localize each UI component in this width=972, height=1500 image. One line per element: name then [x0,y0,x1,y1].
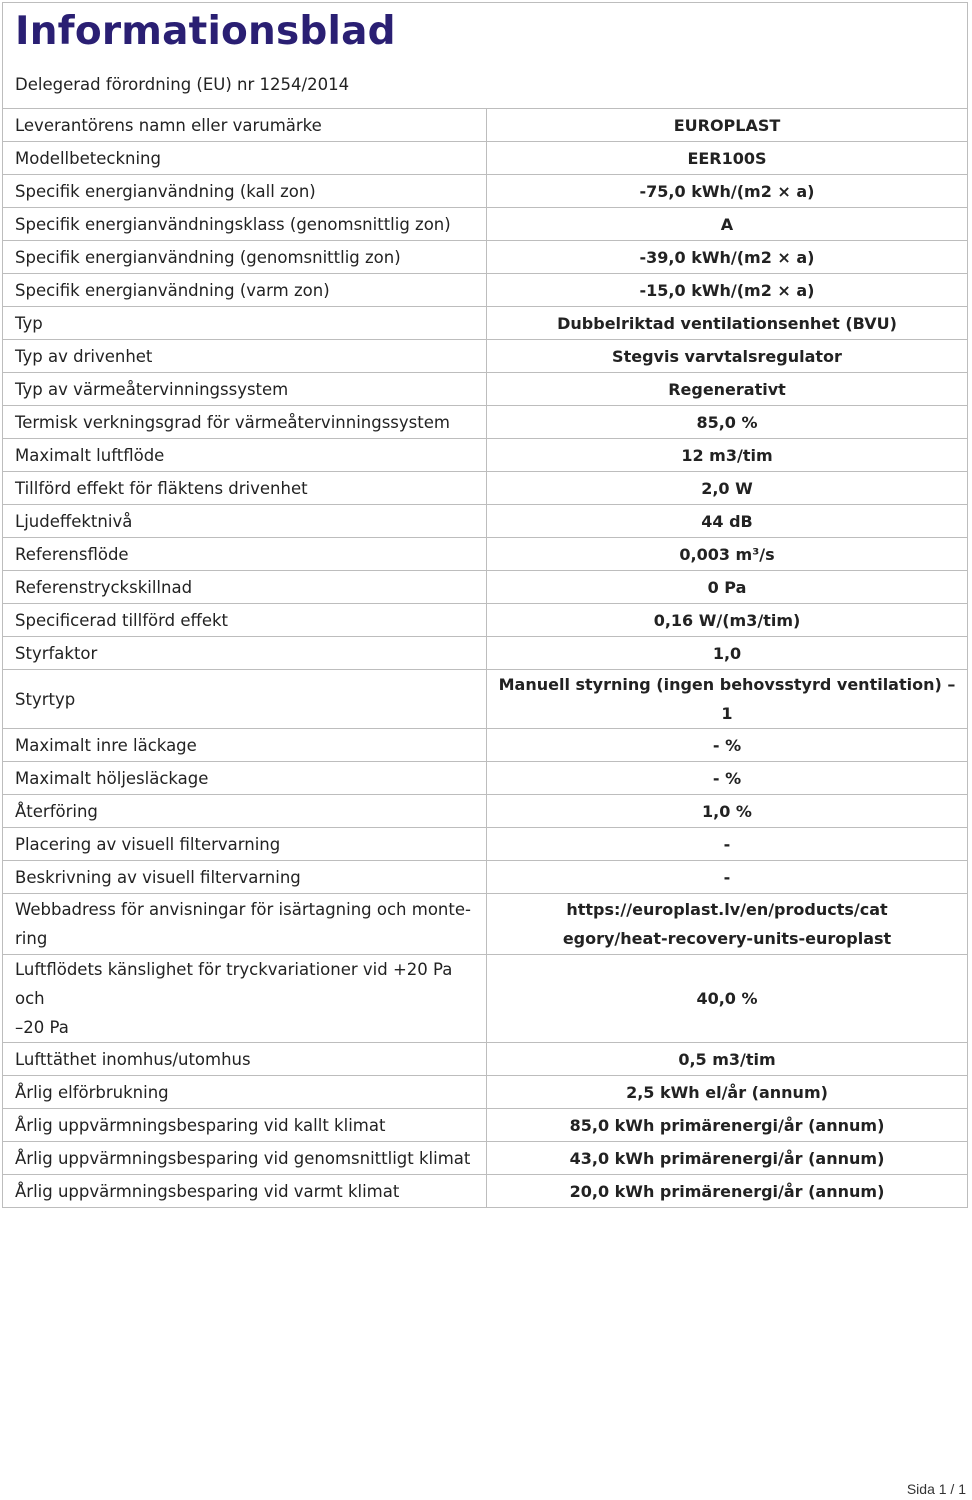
page-number: Sida 1 / 1 [906,1481,966,1497]
table-row [3,762,967,795]
row-value: 44 dB [487,505,968,538]
row-value: 0 Pa [487,571,968,604]
row-label: Ljudeffektnivå [3,505,487,538]
row-label: Specifik energianvändning (genomsnittlig zon) [3,241,487,274]
row-label: Årlig uppvärmningsbesparing vid varmt klimat [3,1175,487,1208]
row-value: Regenerativt [487,373,968,406]
row-value: https://europlast.lv/en/products/cat egory/heat-recovery-units-europlast [487,894,968,955]
table-row [3,729,967,762]
table-row [3,1175,967,1208]
row-label: Årlig uppvärmningsbesparing vid kallt klimat [3,1109,487,1142]
row-value: 0,5 m3/tim [487,1043,968,1076]
row-value: A [487,208,968,241]
row-label: Specificerad tillförd effekt [3,604,487,637]
row-value: -75,0 kWh/(m2 × a) [487,175,968,208]
regulation-reference: Delegerad förordning (EU) nr 1254/2014 [3,61,967,109]
table-row [3,538,967,571]
table-row [3,1076,967,1109]
table-row [3,241,967,274]
table-row [3,307,967,340]
row-value: 1,0 % [487,795,968,828]
row-value: - % [487,729,968,762]
row-value: 2,0 W [487,472,968,505]
row-value: -15,0 kWh/(m2 × a) [487,274,968,307]
table-row [3,894,967,955]
row-label: Modellbeteckning [3,142,487,175]
row-value: Dubbelriktad ventilationsenhet (BVU) [487,307,968,340]
row-label: Typ av drivenhet [3,340,487,373]
page-title: Informationsblad [15,9,396,54]
table-row [3,955,967,1043]
row-label: Återföring [3,795,487,828]
row-label: Årlig uppvärmningsbesparing vid genomsnittligt klimat [3,1142,487,1175]
row-value: 20,0 kWh primärenergi/år (annum) [487,1175,968,1208]
table-row [3,1142,967,1175]
table-row [3,472,967,505]
row-label: Referensflöde [3,538,487,571]
row-value: - % [487,762,968,795]
row-label: Årlig elförbrukning [3,1076,487,1109]
table-row [3,109,967,142]
row-value: 85,0 kWh primärenergi/år (annum) [487,1109,968,1142]
row-label: Maximalt luftflöde [3,439,487,472]
row-value: 1,0 [487,637,968,670]
row-label: Styrfaktor [3,637,487,670]
table-row [3,373,967,406]
row-label: Placering av visuell filtervarning [3,828,487,861]
row-label: Leverantörens namn eller varumärke [3,109,487,142]
table-row [3,1109,967,1142]
row-value: 43,0 kWh primärenergi/år (annum) [487,1142,968,1175]
information-sheet [2,2,968,1208]
row-label: Maximalt höljesläckage [3,762,487,795]
row-label: Specifik energianvändning (kall zon) [3,175,487,208]
table-row [3,604,967,637]
row-value: 85,0 % [487,406,968,439]
row-value: 2,5 kWh el/år (annum) [487,1076,968,1109]
row-value: -39,0 kWh/(m2 × a) [487,241,968,274]
row-value: Stegvis varvtalsregulator [487,340,968,373]
table-row [3,142,967,175]
specification-table [3,109,967,1208]
table-row [3,1043,967,1076]
row-label: Referenstryckskillnad [3,571,487,604]
table-row [3,637,967,670]
row-label: Lufttäthet inomhus/utomhus [3,1043,487,1076]
row-value: 40,0 % [487,955,968,1043]
row-label: Tillförd effekt för fläktens drivenhet [3,472,487,505]
row-label: Webbadress för anvisningar för isärtagning och monte- ring [3,894,487,955]
table-row [3,274,967,307]
row-value: Manuell styrning (ingen behovsstyrd ventilation) – 1 [487,670,968,729]
row-value: 0,003 m³/s [487,538,968,571]
row-value: - [487,828,968,861]
row-label: Termisk verkningsgrad för värmeåtervinningssystem [3,406,487,439]
table-row [3,795,967,828]
row-value: EER100S [487,142,968,175]
row-label: Typ [3,307,487,340]
row-label: Typ av värmeåtervinningssystem [3,373,487,406]
table-row [3,505,967,538]
table-row [3,406,967,439]
table-row [3,439,967,472]
row-value: - [487,861,968,894]
row-label: Styrtyp [3,670,487,729]
table-row [3,670,967,729]
row-label: Specifik energianvändning (varm zon) [3,274,487,307]
row-label: Specifik energianvändningsklass (genomsnittlig zon) [3,208,487,241]
table-row [3,340,967,373]
table-row [3,208,967,241]
row-label: Maximalt inre läckage [3,729,487,762]
row-value: 12 m3/tim [487,439,968,472]
table-row [3,175,967,208]
row-value: EUROPLAST [487,109,968,142]
table-row [3,571,967,604]
row-value: 0,16 W/(m3/tim) [487,604,968,637]
row-label: Luftflödets känslighet för tryckvariationer vid +20 Pa och –20 Pa [3,955,487,1043]
row-label: Beskrivning av visuell filtervarning [3,861,487,894]
table-row [3,861,967,894]
table-row [3,828,967,861]
